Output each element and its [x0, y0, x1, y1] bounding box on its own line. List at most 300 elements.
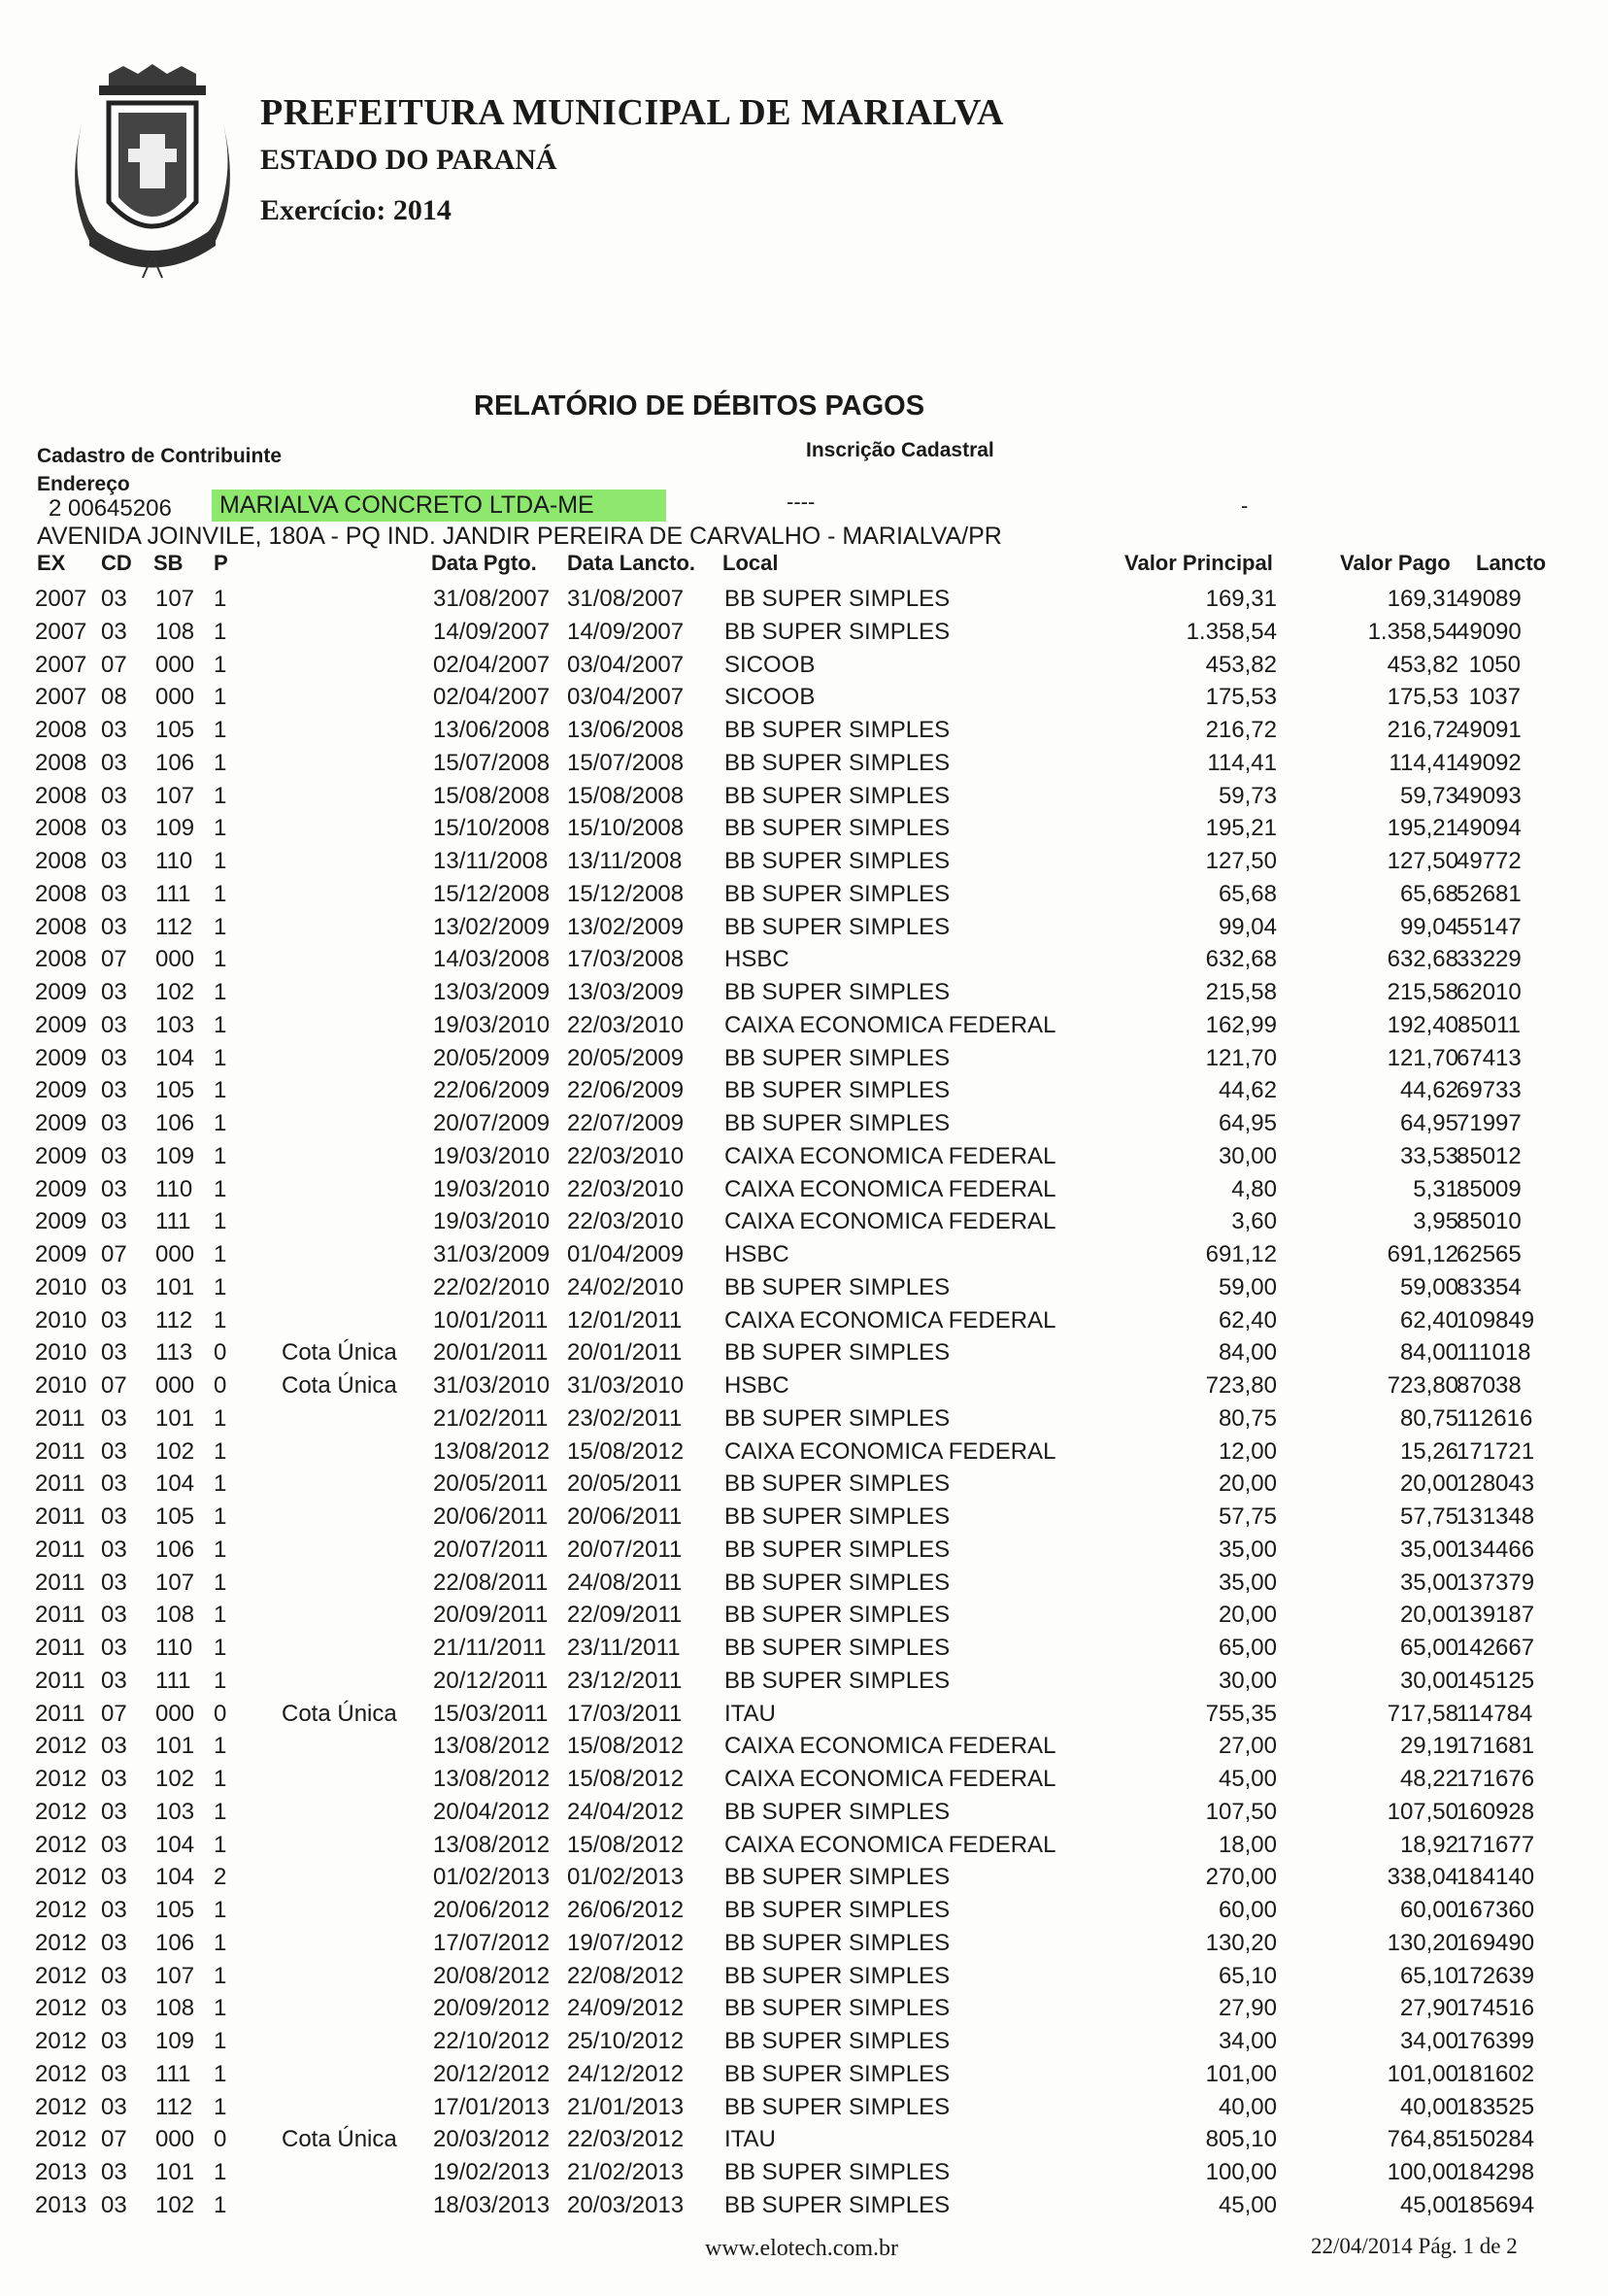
cell-sb: 105	[155, 1897, 195, 1923]
cell-valor-principal: 101,00	[1205, 2060, 1277, 2087]
cell-valor-principal: 65,00	[1218, 1635, 1277, 1661]
cell-cd: 03	[101, 848, 127, 874]
cell-valor-pago: 15,26	[1399, 1437, 1458, 1465]
cell-cd: 03	[101, 1404, 127, 1432]
cell-data-lancto: 22/06/2009	[567, 1077, 685, 1104]
cell-local: BB SUPER SIMPLES	[724, 2191, 951, 2218]
cell-lancto: 112616	[1457, 1404, 1533, 1432]
cell-lancto: 171676	[1457, 1766, 1535, 1792]
cell-cd: 03	[101, 1044, 127, 1071]
cell-lancto: 55147	[1457, 913, 1522, 940]
cell-lancto: 171681	[1457, 1733, 1535, 1760]
cell-cota: Cota Única	[282, 2126, 397, 2153]
cell-ex: 2009	[35, 1110, 87, 1136]
cell-cd: 07	[101, 2126, 127, 2153]
cell-valor-pago: 84,00	[1399, 1339, 1458, 1367]
cell-valor-pago: 45,00	[1399, 2191, 1458, 2218]
cell-local: BB SUPER SIMPLES	[724, 1536, 951, 1563]
cell-local: CAIXA ECONOMICA FEDERAL	[724, 1733, 1056, 1760]
cell-data-lancto: 24/09/2012	[567, 1995, 685, 2022]
cell-data-pgto: 02/04/2007	[433, 651, 551, 678]
cell-ex: 2009	[35, 979, 87, 1005]
cell-ex: 2008	[35, 782, 87, 809]
cell-cd: 03	[101, 1831, 127, 1858]
cell-data-pgto: 17/01/2013	[433, 2093, 551, 2120]
cell-p: 1	[214, 586, 227, 612]
cell-valor-pago: 175,53	[1387, 684, 1458, 711]
cell-sb: 107	[155, 586, 195, 612]
table-row	[0, 1570, 1608, 1603]
cell-ex: 2007	[35, 651, 87, 678]
cell-p: 1	[214, 2159, 227, 2185]
cell-valor-principal: 60,00	[1218, 1897, 1277, 1923]
cell-data-pgto: 02/04/2007	[433, 684, 551, 711]
cell-valor-principal: 127,50	[1205, 848, 1277, 874]
cell-local: ITAU	[724, 2126, 776, 2153]
cell-valor-principal: 27,00	[1218, 1733, 1277, 1760]
cell-sb: 103	[155, 1011, 195, 1038]
cell-ex: 2009	[35, 1208, 87, 1235]
cell-valor-principal: 3,60	[1231, 1208, 1277, 1235]
cell-data-pgto: 15/07/2008	[433, 749, 551, 776]
cell-valor-principal: 40,00	[1218, 2093, 1277, 2120]
cell-data-pgto: 20/05/2009	[433, 1044, 551, 1071]
cell-data-lancto: 24/02/2010	[567, 1273, 685, 1300]
table-row	[0, 1012, 1608, 1045]
cell-p: 1	[214, 913, 227, 940]
cell-lancto: 85012	[1457, 1142, 1522, 1169]
cell-data-lancto: 25/10/2012	[567, 2028, 685, 2054]
cell-cd: 08	[101, 684, 127, 711]
cell-cota: Cota Única	[282, 1372, 397, 1399]
cell-ex: 2012	[35, 1962, 87, 1989]
cell-valor-pago: 65,10	[1399, 1962, 1458, 1989]
cell-sb: 102	[155, 2191, 195, 2218]
cell-sb: 106	[155, 1536, 195, 1563]
cell-lancto: 137379	[1457, 1569, 1535, 1596]
table-row	[0, 1799, 1608, 1832]
cell-valor-pago: 60,00	[1399, 1897, 1458, 1923]
cell-data-lancto: 20/05/2009	[567, 1044, 685, 1071]
cell-ex: 2012	[35, 2126, 87, 2153]
table-row	[0, 848, 1608, 881]
table-row	[0, 652, 1608, 685]
cell-sb: 105	[155, 1077, 195, 1104]
table-row	[0, 1864, 1608, 1897]
cell-data-pgto: 31/08/2007	[433, 586, 551, 612]
cell-lancto: 131348	[1457, 1503, 1535, 1530]
table-row	[0, 1339, 1608, 1372]
cell-local: BB SUPER SIMPLES	[724, 1273, 951, 1300]
cell-valor-pago: 27,90	[1399, 1995, 1458, 2022]
cell-valor-principal: 270,00	[1205, 1864, 1277, 1891]
contributor-name: MARIALVA CONCRETO LTDA-ME	[212, 490, 666, 522]
cell-cd: 03	[101, 717, 127, 743]
cell-valor-pago: 215,58	[1387, 979, 1458, 1005]
cell-data-pgto: 19/03/2010	[433, 1208, 551, 1235]
cell-cd: 03	[101, 1667, 127, 1694]
cell-sb: 102	[155, 1437, 195, 1465]
col-header-sb: SB	[153, 551, 184, 575]
cell-p: 1	[214, 1110, 227, 1136]
table-row	[0, 1405, 1608, 1438]
cell-ex: 2011	[35, 1667, 85, 1694]
table-row	[0, 783, 1608, 816]
cell-local: HSBC	[724, 1241, 789, 1267]
cell-lancto: 139187	[1457, 1602, 1535, 1629]
table-row	[0, 1176, 1608, 1209]
cell-data-lancto: 24/08/2011	[567, 1569, 683, 1596]
cell-data-pgto: 15/08/2008	[433, 782, 551, 809]
cell-lancto: 171721	[1457, 1437, 1535, 1465]
cell-valor-principal: 107,50	[1205, 1798, 1277, 1825]
cell-data-pgto: 21/11/2011	[433, 1635, 547, 1661]
cell-valor-pago: 3,95	[1413, 1208, 1458, 1235]
cell-cd: 07	[101, 651, 127, 678]
table-row	[0, 1733, 1608, 1766]
cell-local: BB SUPER SIMPLES	[724, 1962, 951, 1989]
cell-lancto: 69733	[1457, 1077, 1522, 1104]
cell-cd: 03	[101, 1635, 127, 1661]
cell-ex: 2011	[35, 1470, 85, 1498]
cell-p: 1	[214, 1437, 227, 1465]
cell-cd: 03	[101, 618, 127, 645]
cell-valor-pago: 64,95	[1399, 1110, 1458, 1136]
cell-lancto: 49090	[1457, 618, 1522, 645]
cell-valor-pago: 80,75	[1399, 1404, 1458, 1432]
cell-data-lancto: 19/07/2012	[567, 1929, 685, 1956]
col-header-valor-principal: Valor Principal	[1124, 551, 1273, 575]
cell-cd: 03	[101, 1110, 127, 1136]
cell-lancto: 87038	[1457, 1372, 1522, 1399]
cell-local: BB SUPER SIMPLES	[724, 717, 951, 743]
cell-sb: 108	[155, 1602, 195, 1629]
cell-data-pgto: 15/12/2008	[433, 880, 551, 907]
cell-data-pgto: 14/03/2008	[433, 946, 551, 973]
table-row	[0, 586, 1608, 619]
cell-data-lancto: 15/08/2012	[567, 1437, 685, 1465]
cell-data-pgto: 31/03/2009	[433, 1241, 551, 1267]
cell-data-lancto: 17/03/2011	[567, 1700, 683, 1727]
cell-local: BB SUPER SIMPLES	[724, 1569, 951, 1596]
cell-sb: 108	[155, 618, 195, 645]
cell-ex: 2013	[35, 2191, 87, 2218]
cell-p: 1	[214, 1470, 227, 1498]
cell-cota: Cota Única	[282, 1339, 397, 1367]
cell-ex: 2011	[35, 1700, 85, 1727]
col-header-p: P	[214, 551, 228, 575]
cell-valor-pago: 20,00	[1399, 1602, 1458, 1629]
cell-data-pgto: 22/02/2010	[433, 1273, 551, 1300]
cell-sb: 109	[155, 2028, 195, 2054]
table-row	[0, 815, 1608, 848]
cell-ex: 2007	[35, 586, 87, 612]
cell-p: 1	[214, 618, 227, 645]
cell-local: BB SUPER SIMPLES	[724, 1635, 951, 1661]
cell-data-lancto: 31/03/2010	[567, 1372, 685, 1399]
cell-data-pgto: 20/05/2011	[433, 1470, 549, 1498]
cell-lancto: 184140	[1457, 1864, 1535, 1891]
cell-ex: 2011	[35, 1437, 85, 1465]
cell-valor-principal: 216,72	[1205, 717, 1277, 743]
cell-ex: 2012	[35, 2060, 87, 2087]
footer-page-info: 22/04/2014 Pág. 1 de 2	[1311, 2234, 1518, 2258]
cell-valor-pago: 127,50	[1387, 848, 1458, 874]
cell-data-pgto: 10/01/2011	[433, 1306, 549, 1334]
cell-ex: 2012	[35, 1995, 87, 2022]
cell-data-lancto: 13/03/2009	[567, 979, 685, 1005]
cell-lancto: 181602	[1457, 2060, 1535, 2087]
endereco-label: Endereço	[37, 473, 130, 495]
cell-sb: 106	[155, 1110, 195, 1136]
col-header-ex: EX	[37, 551, 66, 575]
cell-p: 1	[214, 848, 227, 874]
cell-ex: 2013	[35, 2159, 87, 2185]
cell-p: 0	[214, 1700, 227, 1727]
cell-p: 1	[214, 1306, 227, 1334]
table-row	[0, 1536, 1608, 1570]
cell-sb: 101	[155, 1733, 195, 1760]
cell-sb: 000	[155, 684, 195, 711]
cell-local: BB SUPER SIMPLES	[724, 618, 951, 645]
cell-local: BB SUPER SIMPLES	[724, 586, 951, 612]
cell-valor-pago: 18,92	[1399, 1831, 1458, 1858]
cell-valor-principal: 30,00	[1218, 1142, 1277, 1169]
cell-valor-pago: 65,68	[1399, 880, 1458, 907]
cell-valor-principal: 18,00	[1218, 1831, 1277, 1858]
cell-sb: 000	[155, 946, 195, 973]
cell-sb: 000	[155, 2126, 195, 2153]
cell-data-pgto: 19/02/2013	[433, 2159, 551, 2185]
cell-data-lancto: 23/11/2011	[567, 1635, 681, 1661]
cell-valor-principal: 755,35	[1205, 1700, 1277, 1727]
cell-p: 1	[214, 1569, 227, 1596]
cell-ex: 2012	[35, 2028, 87, 2054]
cell-local: BB SUPER SIMPLES	[724, 1995, 951, 2022]
cell-sb: 107	[155, 782, 195, 809]
table-row	[0, 1307, 1608, 1340]
cell-valor-pago: 764,85	[1387, 2126, 1458, 2153]
cell-data-pgto: 20/01/2011	[433, 1339, 549, 1367]
cell-data-pgto: 20/06/2012	[433, 1897, 551, 1923]
cell-ex: 2012	[35, 1798, 87, 1825]
cell-p: 1	[214, 2191, 227, 2218]
cell-cd: 03	[101, 1864, 127, 1891]
cell-valor-principal: 30,00	[1218, 1667, 1277, 1694]
cell-p: 1	[214, 1831, 227, 1858]
cell-sb: 107	[155, 1569, 195, 1596]
table-row	[0, 1766, 1608, 1799]
cell-cd: 03	[101, 586, 127, 612]
cell-p: 1	[214, 1208, 227, 1235]
cell-lancto: 71997	[1457, 1110, 1522, 1136]
cell-lancto: 85011	[1457, 1011, 1521, 1038]
cell-valor-pago: 691,12	[1387, 1241, 1458, 1267]
cell-valor-principal: 80,75	[1218, 1404, 1277, 1432]
cell-data-lancto: 22/03/2010	[567, 1208, 685, 1235]
table-row	[0, 2126, 1608, 2159]
cell-sb: 109	[155, 1142, 195, 1169]
cell-local: BB SUPER SIMPLES	[724, 979, 951, 1005]
table-row	[0, 1668, 1608, 1701]
cell-lancto: 128043	[1457, 1470, 1535, 1498]
cell-lancto: 49092	[1457, 749, 1522, 776]
cell-sb: 106	[155, 749, 195, 776]
cell-p: 1	[214, 1766, 227, 1792]
cell-sb: 111	[155, 1208, 191, 1235]
cell-data-lancto: 13/11/2008	[567, 848, 683, 874]
cell-valor-pago: 723,80	[1387, 1372, 1458, 1399]
cell-lancto: 1037	[1468, 684, 1521, 711]
cell-data-pgto: 15/03/2011	[433, 1700, 549, 1727]
cell-data-pgto: 15/10/2008	[433, 815, 551, 842]
cell-p: 1	[214, 1929, 227, 1956]
cell-data-pgto: 22/06/2009	[433, 1077, 551, 1104]
cell-lancto: 184298	[1457, 2159, 1535, 2185]
cell-ex: 2008	[35, 749, 87, 776]
cell-p: 1	[214, 1404, 227, 1432]
cell-valor-pago: 30,00	[1399, 1667, 1458, 1694]
cell-sb: 000	[155, 1241, 195, 1267]
cell-ex: 2009	[35, 1044, 87, 1071]
cell-ex: 2012	[35, 1831, 87, 1858]
cell-valor-principal: 35,00	[1218, 1536, 1277, 1563]
cell-data-lancto: 23/12/2011	[567, 1667, 683, 1694]
cell-valor-pago: 453,82	[1387, 651, 1458, 678]
cell-local: BB SUPER SIMPLES	[724, 913, 951, 940]
cell-valor-pago: 100,00	[1387, 2159, 1458, 2185]
cell-valor-pago: 632,68	[1387, 946, 1458, 973]
cell-data-lancto: 15/08/2012	[567, 1831, 685, 1858]
cell-p: 1	[214, 1077, 227, 1104]
cell-sb: 102	[155, 979, 195, 1005]
cell-cd: 03	[101, 1569, 127, 1596]
cell-local: BB SUPER SIMPLES	[724, 1503, 951, 1530]
cell-data-pgto: 22/08/2011	[433, 1569, 549, 1596]
state-name: ESTADO DO PARANÁ	[260, 144, 557, 176]
cell-data-lancto: 23/02/2011	[567, 1404, 683, 1432]
cell-data-lancto: 20/07/2011	[567, 1536, 683, 1563]
cell-p: 1	[214, 1175, 227, 1202]
cell-valor-pago: 192,40	[1387, 1011, 1458, 1038]
cell-sb: 108	[155, 1995, 195, 2022]
cell-local: SICOOB	[724, 651, 816, 678]
cell-sb: 105	[155, 1503, 195, 1530]
cell-data-lancto: 22/03/2010	[567, 1011, 685, 1038]
cell-ex: 2012	[35, 1733, 87, 1760]
cell-lancto: 49091	[1457, 717, 1522, 743]
cell-p: 1	[214, 1667, 227, 1694]
cell-ex: 2012	[35, 1929, 87, 1956]
cell-valor-pago: 48,22	[1399, 1766, 1458, 1792]
cell-valor-pago: 5,31	[1413, 1175, 1458, 1202]
cell-valor-principal: 169,31	[1205, 586, 1277, 612]
cell-lancto: 185694	[1457, 2191, 1535, 2218]
cell-p: 1	[214, 1241, 227, 1267]
cell-p: 1	[214, 1897, 227, 1923]
cell-cd: 03	[101, 1766, 127, 1792]
cell-valor-principal: 723,80	[1205, 1372, 1277, 1399]
table-row	[0, 2192, 1608, 2225]
cell-cd: 07	[101, 1241, 127, 1267]
cell-p: 0	[214, 1372, 227, 1399]
cell-p: 1	[214, 1798, 227, 1825]
cell-lancto: 114784	[1457, 1700, 1533, 1727]
cell-sb: 104	[155, 1044, 195, 1071]
cell-p: 1	[214, 1044, 227, 1071]
cell-lancto: 172639	[1457, 1962, 1535, 1989]
cell-local: BB SUPER SIMPLES	[724, 2028, 951, 2054]
cell-lancto: 85009	[1457, 1175, 1522, 1202]
cell-data-pgto: 20/12/2012	[433, 2060, 551, 2087]
cell-local: CAIXA ECONOMICA FEDERAL	[724, 1437, 1056, 1465]
inscricao-value: ----	[787, 490, 816, 514]
cell-data-pgto: 13/08/2012	[433, 1437, 551, 1465]
cell-sb: 105	[155, 717, 195, 743]
cell-valor-principal: 121,70	[1205, 1044, 1277, 1071]
cell-cd: 03	[101, 2093, 127, 2120]
cell-sb: 111	[155, 1667, 191, 1694]
cell-cd: 03	[101, 1470, 127, 1498]
cell-data-lancto: 31/08/2007	[567, 586, 685, 612]
cell-cd: 03	[101, 913, 127, 940]
cell-p: 1	[214, 1962, 227, 1989]
cell-cd: 03	[101, 2191, 127, 2218]
cell-ex: 2008	[35, 848, 87, 874]
cell-valor-principal: 65,68	[1218, 880, 1277, 907]
cell-sb: 111	[155, 2060, 191, 2087]
cell-ex: 2012	[35, 1897, 87, 1923]
cell-lancto: 171677	[1457, 1831, 1535, 1858]
cell-cd: 07	[101, 1700, 127, 1727]
cell-ex: 2010	[35, 1273, 87, 1300]
cell-lancto: 109849	[1457, 1306, 1535, 1334]
cell-local: BB SUPER SIMPLES	[724, 1929, 951, 1956]
cell-data-pgto: 19/03/2010	[433, 1142, 551, 1169]
cell-cd: 03	[101, 1503, 127, 1530]
cell-p: 1	[214, 946, 227, 973]
cell-data-lancto: 15/12/2008	[567, 880, 685, 907]
cell-lancto: 111018	[1457, 1339, 1531, 1367]
cell-local: BB SUPER SIMPLES	[724, 2060, 951, 2087]
cell-lancto: 52681	[1457, 880, 1522, 907]
cell-sb: 106	[155, 1929, 195, 1956]
cell-local: BB SUPER SIMPLES	[724, 815, 951, 842]
cell-valor-principal: 691,12	[1205, 1241, 1277, 1267]
inscricao-label: Inscrição Cadastral	[806, 439, 994, 461]
cell-data-pgto: 01/02/2013	[433, 1864, 551, 1891]
cell-lancto: 33229	[1457, 946, 1522, 973]
table-row	[0, 914, 1608, 947]
cell-lancto: 145125	[1457, 1667, 1535, 1694]
cell-ex: 2012	[35, 1766, 87, 1792]
cell-sb: 110	[155, 1635, 193, 1661]
table-row	[0, 2159, 1608, 2192]
cell-cd: 03	[101, 1962, 127, 1989]
cell-valor-pago: 65,00	[1399, 1635, 1458, 1661]
contributor-code: 2 00645206	[49, 495, 172, 522]
cell-data-pgto: 14/09/2007	[433, 618, 551, 645]
cell-cd: 03	[101, 2028, 127, 2054]
cell-data-lancto: 20/06/2011	[567, 1503, 683, 1530]
cell-ex: 2011	[35, 1602, 85, 1629]
cell-valor-pago: 59,73	[1399, 782, 1458, 809]
cell-local: BB SUPER SIMPLES	[724, 1044, 951, 1071]
table-row	[0, 1701, 1608, 1734]
cell-sb: 102	[155, 1766, 195, 1792]
cell-valor-pago: 35,00	[1399, 1569, 1458, 1596]
cell-cd: 03	[101, 1208, 127, 1235]
